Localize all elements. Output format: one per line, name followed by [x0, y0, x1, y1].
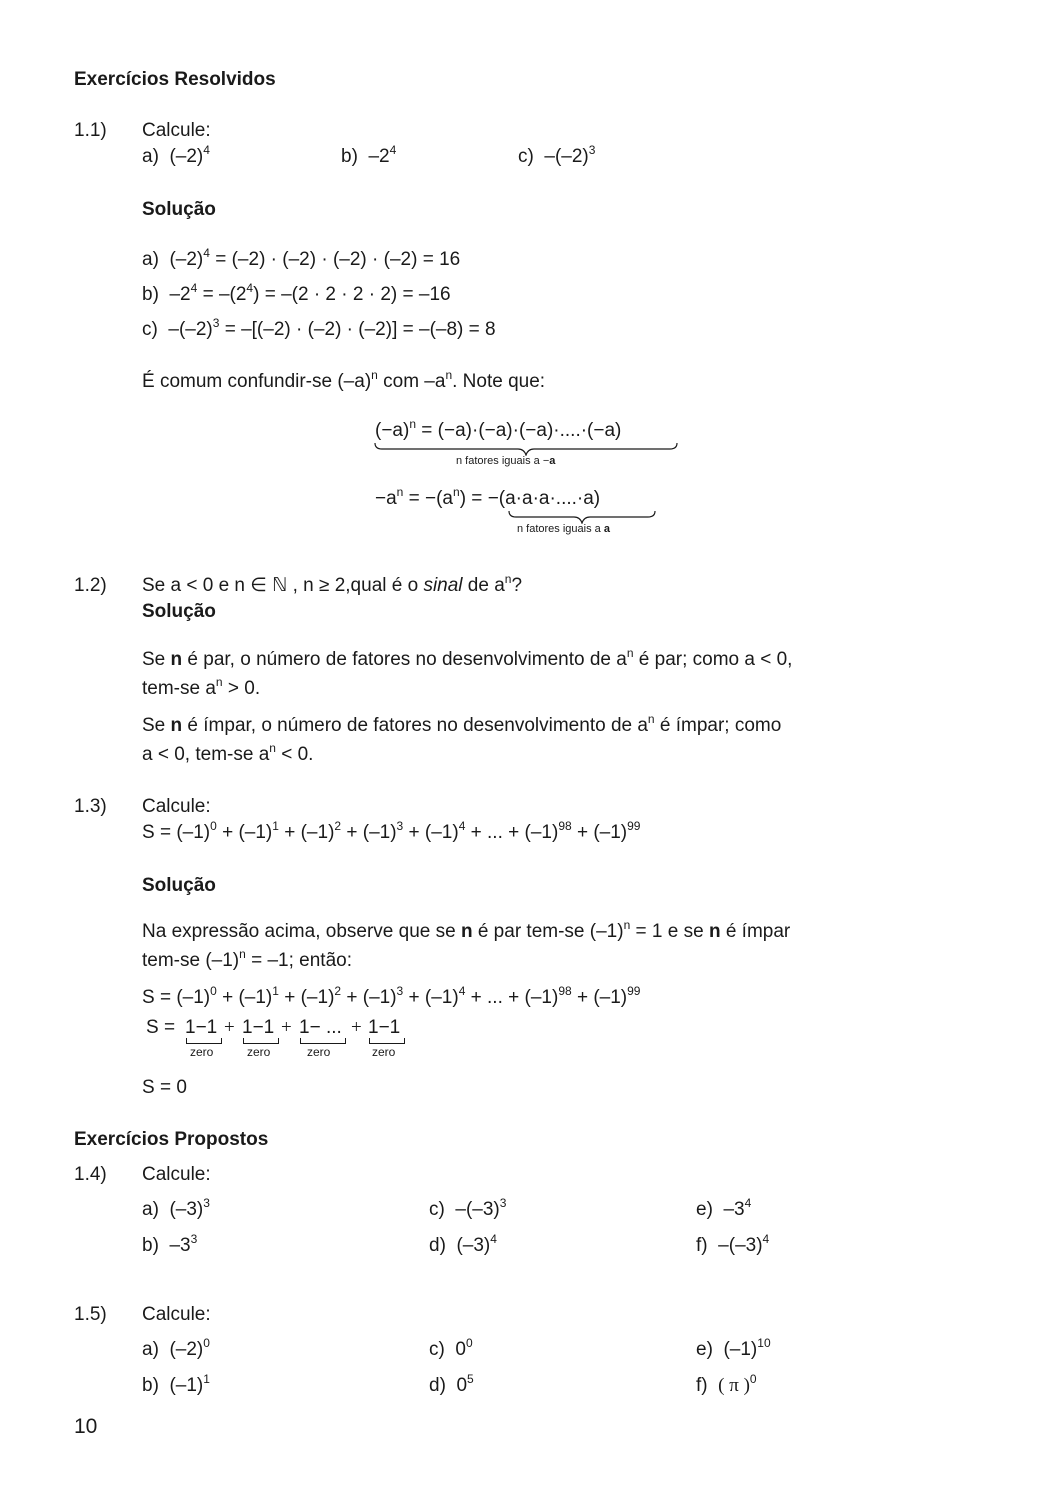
- underbrace-caption-2: n fatores iguais a a: [517, 523, 610, 535]
- solution-step-c: c) $-(-2)^3 = -[(-2) \cdot (-2) \cdot (-2)] = -(-8) = 8$: [142, 316, 496, 340]
- item-1-5-d: d) $0^5$: [429, 1372, 474, 1396]
- zero-label: zero: [190, 1045, 214, 1059]
- exercise-prompt: Calcule:: [142, 1304, 211, 1325]
- zero-expression-s: S =: [146, 1017, 176, 1038]
- item-1-4-d: d) $(-3)^4$: [429, 1232, 497, 1256]
- item-1-5-f: f) ( π )$^0$: [696, 1372, 757, 1396]
- underbrace-2: [508, 510, 656, 524]
- sum-expression-repeat: $S = (-1)^0 + (-1)^1 + (-1)^2 + (-1)^3 + (-1)^4$ + ... + $(-1)^{98} + (-1)^{99}$: [142, 984, 641, 1008]
- exercise-prompt: Calcule:: [142, 796, 211, 817]
- item-1-5-a: a) $(-2)^0$: [142, 1336, 210, 1360]
- exercise-prompt: Calcule:: [142, 120, 211, 141]
- sum-result: S = 0: [142, 1077, 187, 1098]
- solution-heading: Solução: [142, 601, 216, 622]
- item-1-5-b: b) $(-1)^1$: [142, 1372, 210, 1396]
- sum-expression: $S = (-1)^0 + (-1)^1 + (-1)^2 + (-1)^3 + (-1)^4$ + ... + $(-1)^{98} + (-1)^{99}$: [142, 819, 641, 843]
- item-1-4-e: e) $-3^4$: [696, 1196, 752, 1220]
- item-1-1-c: c) $-(-2)^3$: [518, 143, 596, 167]
- section-heading-propostos: Exercícios Propostos: [74, 1129, 269, 1150]
- paragraph-parity: Na expressão acima, observe que se n é par tem-se $(-1)^n = 1$ e se n é ímpar: [142, 918, 791, 942]
- item-1-4-b: b) $-3^3$: [142, 1232, 198, 1256]
- zero-bracket: [369, 1038, 405, 1044]
- solution-heading: Solução: [142, 199, 216, 220]
- zero-plus-3: +: [351, 1017, 362, 1038]
- item-1-4-a: a) $(-3)^3$: [142, 1196, 210, 1220]
- zero-plus-2: +: [281, 1017, 292, 1038]
- item-1-5-e: e) $(-1)^{10}$: [696, 1336, 771, 1360]
- paragraph-odd-case: Se n é ímpar, o número de fatores no desenvolvimento de $a^n$ é ímpar; como: [142, 712, 782, 736]
- exercise-number: 1.1): [74, 120, 107, 141]
- paragraph-even-case-line2: tem-se $a^n > 0$.: [142, 675, 261, 699]
- item-1-4-c: c) $-(-3)^3$: [429, 1196, 507, 1220]
- item-1-1-a: a) $(-2)^4$: [142, 143, 210, 167]
- item-1-5-c: c) $0^0$: [429, 1336, 473, 1360]
- section-heading-resolvidos: Exercícios Resolvidos: [74, 69, 276, 90]
- exercise-number: 1.5): [74, 1304, 107, 1325]
- zero-label: zero: [307, 1045, 331, 1059]
- zero-bracket: [186, 1038, 222, 1044]
- solution-step-b: b) $-2^4 = -(2^4) = -(2 \cdot 2 \cdot 2 \cdot 2) = -16$: [142, 281, 451, 305]
- zero-group-2: 1−1: [242, 1017, 275, 1038]
- solution-heading: Solução: [142, 875, 216, 896]
- formula-power-of-negative: $(-a)^n = (-a)\cdot(-a)\cdot(-a)\cdot....\cdot(-a)$: [375, 417, 622, 441]
- zero-bracket: [300, 1038, 346, 1044]
- zero-plus-1: +: [224, 1017, 235, 1038]
- page-number: 10: [74, 1415, 98, 1438]
- zero-label: zero: [247, 1045, 271, 1059]
- exercise-number: 1.2): [74, 575, 107, 596]
- underbrace-caption-1: n fatores iguais a −a: [456, 455, 556, 467]
- item-1-4-f: f) $-(-3)^4$: [696, 1232, 770, 1256]
- exercise-number: 1.3): [74, 796, 107, 817]
- exercise-number: 1.4): [74, 1164, 107, 1185]
- zero-group-1: 1−1: [185, 1017, 218, 1038]
- underbrace-1: [374, 442, 678, 456]
- zero-group-3: 1− ...: [299, 1017, 342, 1038]
- item-1-1-b: b) $-2^4$: [341, 143, 397, 167]
- paragraph-odd-case-line2: a < 0, tem-se $a^n < 0$.: [142, 741, 314, 765]
- solution-step-a: a) $(-2)^4 = (-2) \cdot (-2) \cdot (-2) \cdot (-2) = 16$: [142, 246, 461, 270]
- exercise-question: Se a < 0 e n ∈ ℕ , n ≥ 2,qual é o sinal de $a^n$?: [142, 572, 523, 596]
- exercise-prompt: Calcule:: [142, 1164, 211, 1185]
- paragraph-parity-line2: tem-se $(-1)^n = -1$; então:: [142, 947, 352, 971]
- zero-label: zero: [372, 1045, 396, 1059]
- zero-group-4: 1−1: [368, 1017, 401, 1038]
- zero-bracket: [243, 1038, 279, 1044]
- formula-negative-of-power: $-a^n = -(a^n) = -(a\cdot a\cdot a\cdot....\cdot a)$: [375, 485, 601, 509]
- paragraph-even-case: Se n é par, o número de fatores no desenvolvimento de $a^n$ é par; como a < 0,: [142, 646, 793, 670]
- note-paragraph: É comum confundir-se $(-a)^n$ com $-a^n$. Note que:: [142, 368, 546, 392]
